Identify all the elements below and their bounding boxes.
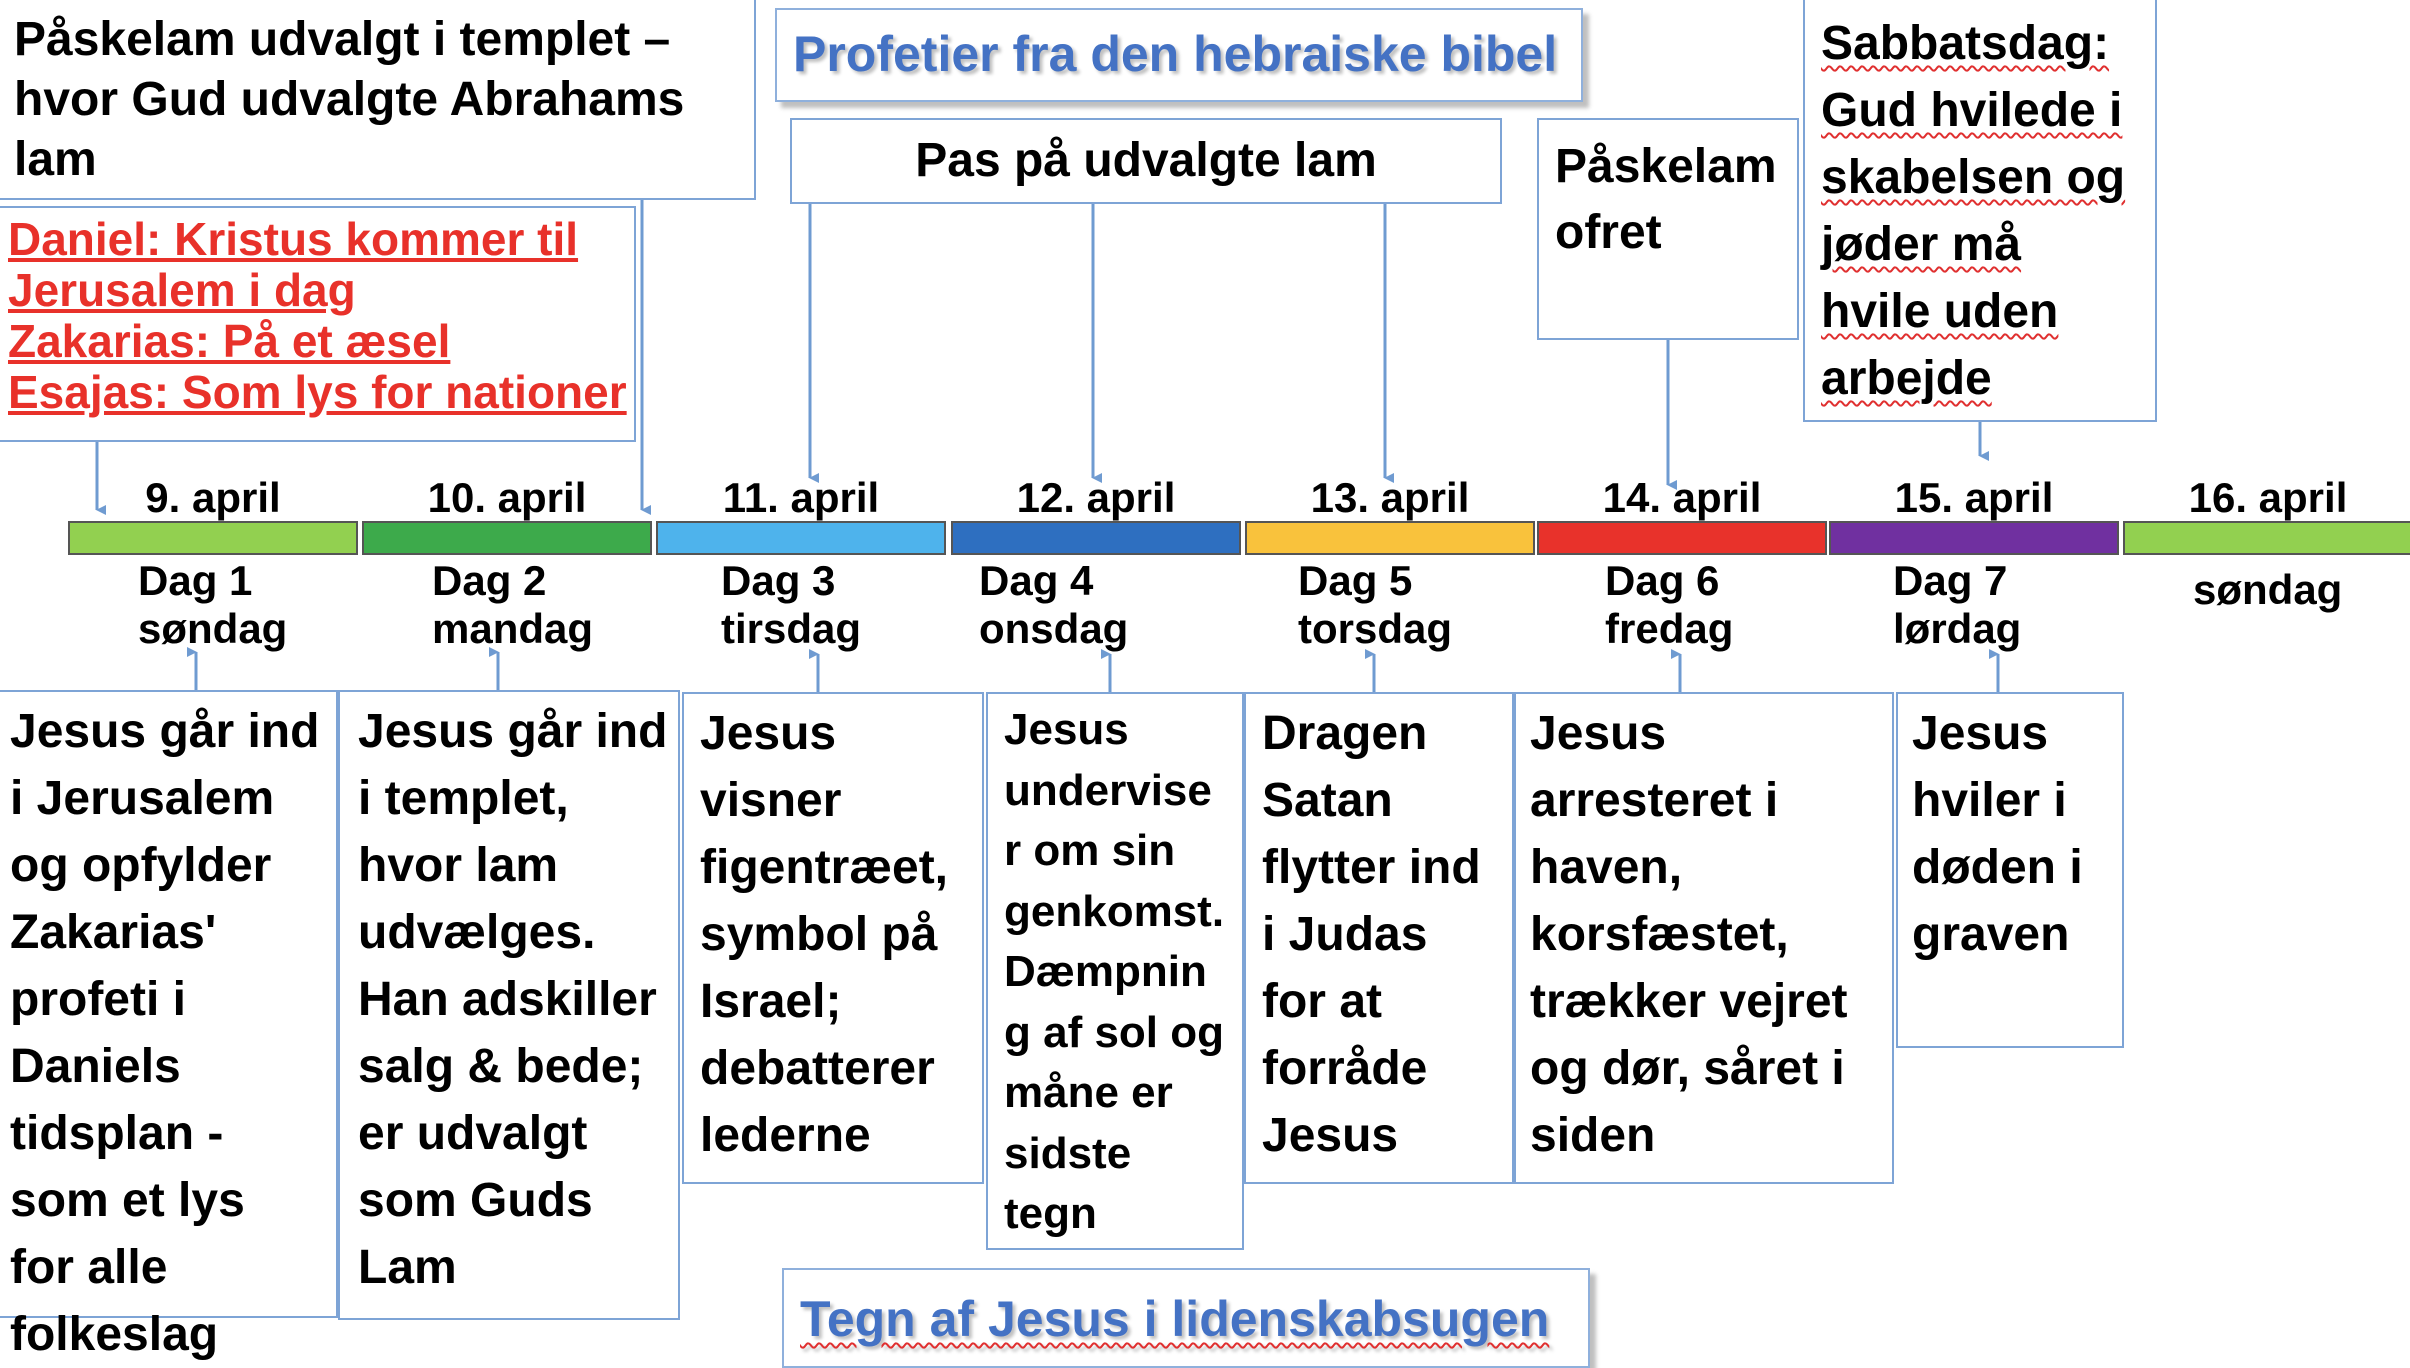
event-text-day-2: Jesus går ind i templet, hvor lam udvælges. Han adskiller salg & bede; er udvalgt som Guds Lam [358,705,668,1294]
timeline-date-8: 16. april [2188,474,2348,521]
prophecy-line-1: Daniel: Kristus kommer til [8,213,579,265]
timeline-day-label-7: Dag 7 lørdag [1893,557,2022,652]
timeline-day-label-6: Dag 6 fredag [1605,557,1734,652]
event-text-day-6: Jesus arresteret i haven, korsfæstet, trækker vejret og dør, såret i siden [1530,707,1848,1162]
event-text-day-4: Jesus undervise r om sin genkomst. Dæmpnin g af sol og måne er sidste tegn [1004,705,1225,1238]
timeline-day-label-4: Dag 4 onsdag [979,557,1129,652]
event-text-day-1: Jesus går ind i Jerusalem og opfylder Zakarias' profeti i Daniels tidsplan - som et lys for alle folkeslag [10,705,320,1361]
bottom-title-text: Tegn af Jesus i lidenskabsugen [800,1291,1550,1347]
timeline-day-label-1: Dag 1 søndag [138,557,288,652]
callout-lamb-sacrificed-text: Påskelam ofret [1555,140,1777,259]
event-text-day-5: Dragen Satan flytter ind i Judas for at forråde Jesus [1262,707,1481,1162]
timeline-date-1: 9. april [145,474,281,521]
callout-watch-lamb-text: Pas på udvalgte lam [915,134,1377,187]
timeline-date-6: 14. april [1602,474,1762,521]
bottom-title [800,1290,1549,1348]
prophecy-line-4: Esajas: Som lys for nationer [8,366,627,418]
timeline-date-4: 12. april [1016,474,1176,521]
timeline-day-label-8: søndag [2193,566,2343,613]
timeline-day-label-2: Dag 2 mandag [432,557,594,652]
timeline-day-label-5: Dag 5 torsdag [1298,557,1453,652]
prophecy-line-2: Jerusalem i dag [8,264,356,316]
timeline-date-7: 15. april [1894,474,2054,521]
timeline-day-label-3: Dag 3 tirsdag [721,557,862,652]
timeline-date-3: 11. april [722,474,880,521]
timeline-date-2: 10. april [427,474,587,521]
prophecy-line-3: Zakarias: På et æsel [8,315,451,367]
event-text-day-7: Jesus hviler i døden i graven [1912,707,2083,961]
callout-chosen-lamb-text: Påskelam udvalgt i templet – hvor Gud udvalgte Abrahams lam [14,13,685,186]
top-title: Profetier fra den hebraiske bibel [793,26,1558,82]
sabbath-heading: Sabbatsdag: Gud hvilede i skabelsen og jøder må hvile uden arbejde [1821,17,2126,405]
timeline-date-5: 13. april [1310,474,1470,521]
event-text-day-3: Jesus visner figentræet, symbol på Israel; debatterer lederne [700,707,949,1162]
